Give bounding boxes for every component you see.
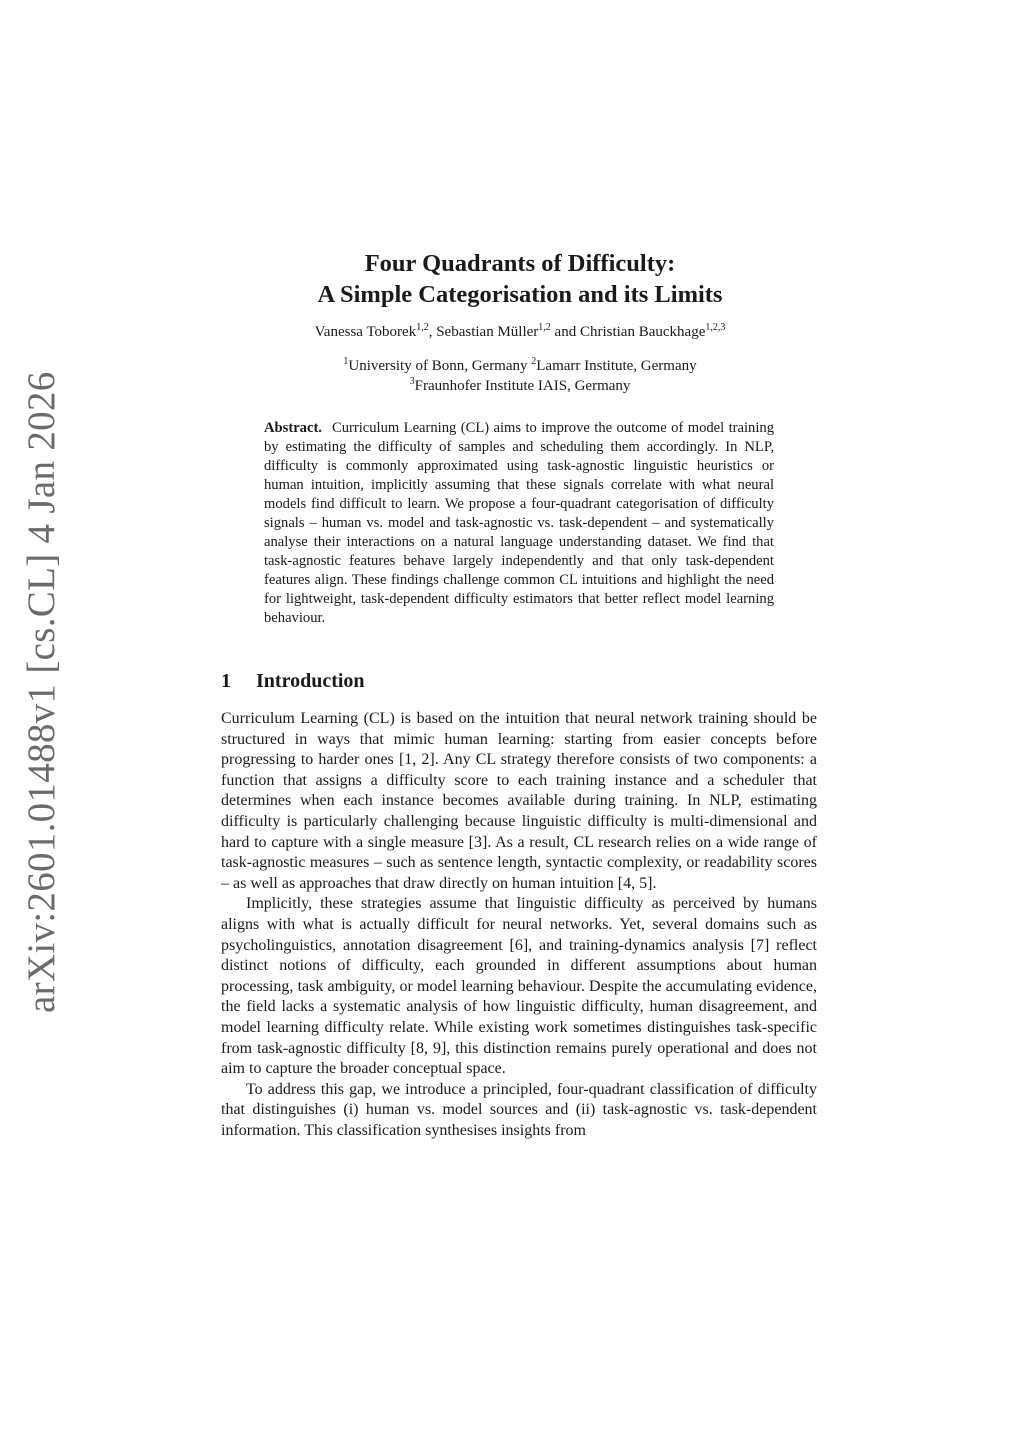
author-affiliation-marker: 1,2: [416, 322, 429, 333]
author-name: Christian Bauckhage: [579, 324, 706, 340]
affiliation-marker: 2: [531, 356, 537, 367]
section-title: Introduction: [256, 670, 365, 692]
title-line-1: Four Quadrants of Difficulty:: [364, 250, 676, 277]
arxiv-identifier: arXiv:2601.01488v1 [cs.CL] 4 Jan 2026: [20, 371, 63, 1013]
affiliation-name: Fraunhofer Institute IAIS, Germany: [414, 378, 631, 394]
section-body: [221, 709, 817, 1141]
author-name: Vanessa Toborek: [314, 324, 417, 340]
abstract-label: Abstract.: [264, 420, 322, 436]
paragraph: To address this gap, we introduce a principled, four-quadrant classification of difficulty that distinguishes (i) human vs. model sources and (ii) task-agnostic vs. task-dependent information. This classification synthesises insights from: [221, 1080, 817, 1139]
author-affiliation-marker: 1,2,3: [705, 322, 726, 333]
paper-title: [220, 248, 820, 310]
affiliation-line-1: [220, 356, 820, 376]
abstract: [264, 419, 774, 628]
paragraph: Curriculum Learning (CL) is based on the intuition that neural network training should be structured in ways that mimic human learning: starting from easier concepts before progressing to harder ones [1, 2]. Any CL strategy therefore consists of two components: a function that assigns a difficulty score to each training instance and a scheduler that determines when each instance becomes available during training. In NLP, estimating difficulty is particularly challenging because linguistic difficulty is multi-dimensional and hard to capture with a single measure [3]. As a result, CL research relies on a wide range of task-agnostic measures – such as sentence length, syntactic complexity, or readability scores – as well as approaches that draw directly on human intuition [4, 5].: [221, 710, 817, 892]
affiliation-name: University of Bonn, Germany: [348, 358, 532, 374]
affiliation-marker: 3: [409, 376, 415, 387]
affiliation-list: [220, 356, 820, 396]
author-list: [220, 322, 820, 342]
section-number: 1: [221, 670, 231, 692]
author-separator: ,: [428, 324, 437, 340]
affiliation-line-2: [220, 376, 820, 396]
affiliation-name: Lamarr Institute, Germany: [536, 358, 697, 374]
section-heading: [221, 668, 365, 694]
affiliation-marker: 1: [343, 356, 349, 367]
author-name: Sebastian Müller: [436, 324, 539, 340]
paragraph: Implicitly, these strategies assume that linguistic difficulty as perceived by humans aligns with what is actually difficult for neural networks. Yet, several domains such as psycholinguistics, annotation disagreement [6], and training-dynamics analysis [7] reflect distinct notions of difficulty, each grounded in different assumptions about human processing, task ambiguity, or model learning behaviour. Despite the accumulating evidence, the field lacks a systematic analysis of how linguistic difficulty, human disagreement, and model learning difficulty relate. While existing work sometimes distinguishes task-specific from task-agnostic difficulty [8, 9], this distinction remains purely operational and does not aim to capture the broader conceptual space.: [221, 895, 817, 1078]
author-affiliation-marker: 1,2: [538, 322, 551, 333]
abstract-text: Curriculum Learning (CL) aims to improve the outcome of model training by estimating the difficulty of samples and scheduling them accordingly. In NLP, difficulty is commonly approximated using task-agnostic linguistic heuristics or human intuition, implicitly assuming that these signals correlate with what neural models find difficult to learn. We propose a four-quadrant categorisation of difficulty signals – human vs. model and task-agnostic vs. task-dependent – and systematically analyse their interactions on a natural language understanding dataset. We find that task-agnostic features behave largely independently and that only task-dependent features align. These findings challenge common CL intuitions and highlight the need for lightweight, task-dependent difficulty estimators that better reflect model learning behaviour.: [264, 420, 774, 626]
author-separator: and: [550, 324, 580, 340]
title-line-2: A Simple Categorisation and its Limits: [317, 281, 723, 308]
